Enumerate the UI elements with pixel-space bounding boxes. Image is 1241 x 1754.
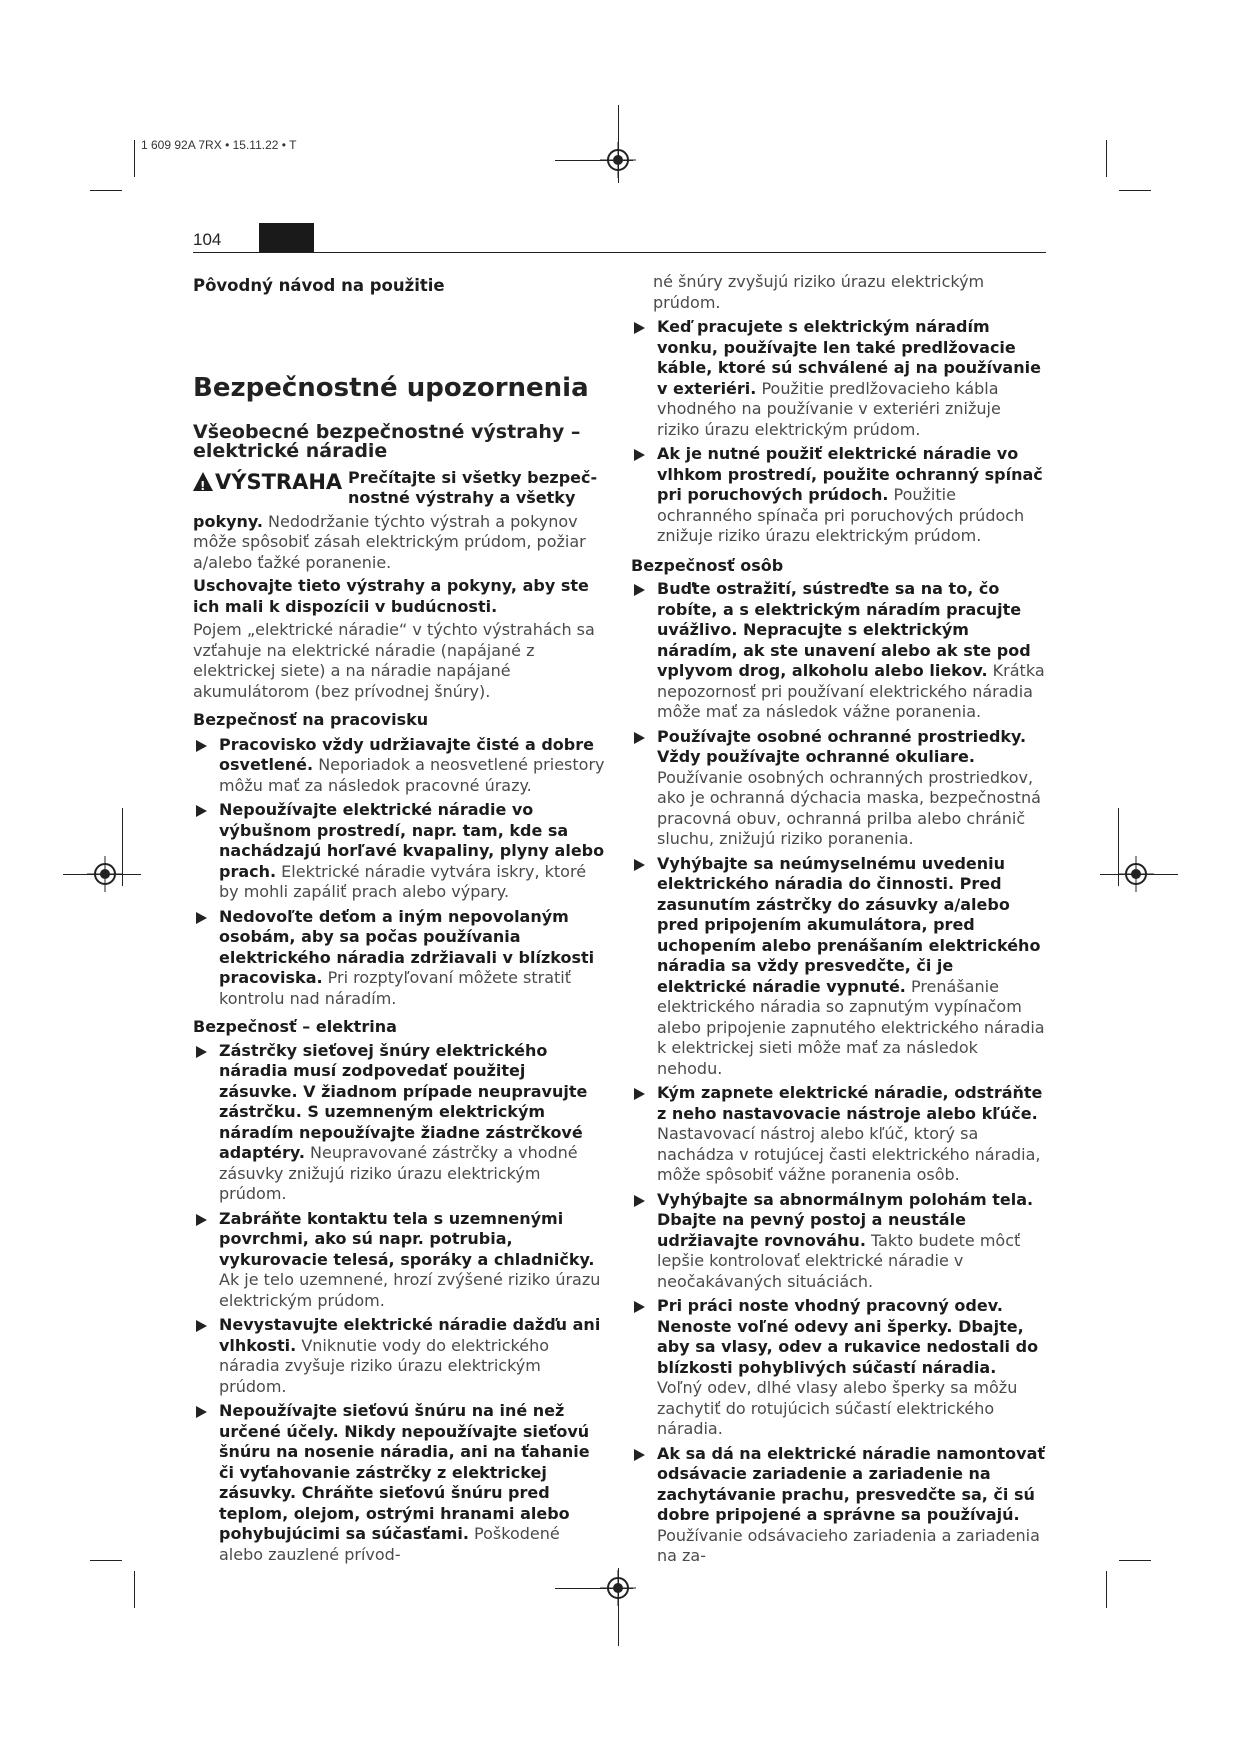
page-tab-marker [259, 223, 314, 253]
section-title [193, 420, 605, 462]
registration-target-icon [87, 856, 123, 892]
warning-label-text: VÝSTRAHA [215, 469, 343, 494]
header-rule [193, 252, 1046, 253]
list-item: Vyhýbajte sa neúmyselnému uvedeniu elektrického náradia do činnosti. Pred zasunutím zástrčky do zásuvky a/alebo pred pripojením akumulátora, pred uchopením alebo prenášaním elektrického náradia sa vždy presvedčte, či je elektrické náradie vypnuté. Prenášanie elektrického náradia so zapnutým vypínačom alebo pripojenie zapnutého elektrického náradia k elektrickej sieti môže mať za následok nehodu. [631, 854, 1046, 1080]
warning-bold-line2: nostné výstrahy a všetky [348, 488, 576, 507]
warning-label [193, 469, 343, 494]
list-item: Nepoužívajte sieťovú šnúru na iné než určené účely. Nikdy nepoužívajte sieťovú šnúru na nosenie náradia, ani na ťahanie či vyťahovanie zástrčky z elektrickej zásuvky. Chráňte sieťovú šnúru pred teplom, olejom, ostrými hranami alebo pohybujúcimi sa súčasťami. Poškodené alebo zauzlené prívod- [193, 1401, 605, 1565]
list-item: Zástrčky sieťovej šnúry elektrického náradia musí zodpovedať použitej zásuvke. V žiadnom prípade neupravujte zástrčku. S uzemneným elektrickým náradím nepoužívajte žiadne zástrčkové adaptéry. Neupravované zástrčky a vhodné zásuvky znižujú riziko úrazu elektrickým prúdom. [193, 1041, 605, 1205]
warning-triangle-icon: ! [193, 472, 213, 491]
electric-heading: Bezpečnosť – elektrina [193, 1017, 397, 1036]
doc-title: Pôvodný návod na použitie [193, 276, 445, 295]
bullet-arrow-icon [196, 805, 207, 817]
list-item: Nevystavujte elektrické náradie dažďu ani vlhkosti. Vniknutie vody do elektrického náradia zvyšuje riziko úrazu elektrickým prúdom. [193, 1315, 605, 1397]
continued-text: né šnúry zvyšujú riziko úrazu elektrickým prúdom. [653, 272, 985, 312]
person-heading: Bezpečnosť osôb [631, 555, 784, 575]
bullet-arrow-icon [634, 1088, 645, 1100]
bullet-arrow-icon [634, 732, 645, 744]
crop-mark [90, 190, 122, 191]
list-item: Ak je nutné použiť elektrické náradie vo vlhkom prostredí, použite ochranný spínač pri poruchových prúdoch. Použitie ochranného spínača pri poruchových prúdoch znižuje riziko úrazu elektrickým prúdom. [631, 444, 1046, 547]
list-item: Zabráňte kontaktu tela s uzemnenými povrchmi, ako sú napr. potrubia, vykurovacie telesá, sporáky a chladničky. Ak je telo uzemnené, hrozí zvýšené riziko úrazu elektrickým prúdom. [193, 1209, 605, 1312]
bullet-arrow-icon [196, 912, 207, 924]
bullet-arrow-icon [634, 1301, 645, 1313]
right-column [631, 272, 1046, 1567]
crop-mark [134, 140, 135, 177]
list-item: Nepoužívajte elektrické náradie vo výbušnom prostredí, napr. tam, kde sa nachádzajú horľavé kvapaliny, plyny alebo prach. Elektrické náradie vytvára iskry, ktoré by mohli zapáliť prach alebo výpary. [193, 800, 605, 903]
crop-mark [134, 1571, 135, 1608]
registration-target-icon [600, 142, 636, 178]
print-info: 1 609 92A 7RX • 15.11.22 • T [141, 138, 297, 152]
warning-block [193, 468, 605, 512]
section-title-line1: Všeobecné bezpečnostné výstrahy – [193, 420, 581, 443]
list-item: Nedovoľte deťom a iným nepovolaným osobám, aby sa počas používania elektrického náradia zdržiavali v blízkosti pracoviska. Pri rozptyľovaní môžete stratiť kontrolu nad náradím. [193, 907, 605, 1010]
list-item: Pri práci noste vhodný pracovný odev. Nenoste voľné odevy ani šperky. Dbajte, aby sa vlasy, odev a rukavice nedostali do blízkosti pohyblivých súčastí náradia. Voľný odev, dlhé vlasy alebo šperky sa môžu zachytiť do rotujúcich súčastí elektrického náradia. [631, 1296, 1046, 1440]
bullet-arrow-icon [196, 1406, 207, 1418]
bullet-arrow-icon [634, 1449, 645, 1461]
left-column [193, 276, 605, 1565]
keep-instructions: Uschovajte tieto výstrahy a pokyny, aby ste ich mali k dispozícii v budúcnosti. [193, 576, 589, 616]
crop-mark [1119, 190, 1151, 191]
bullet-arrow-icon [634, 322, 645, 334]
registration-target-icon [600, 1570, 636, 1606]
workplace-heading: Bezpečnosť na pracovisku [193, 710, 429, 729]
list-item: Vyhýbajte sa abnormálnym polohám tela. Dbajte na pevný postoj a neustále udržiavajte rovnováhu. Takto budete môcť lepšie kontrolovať elektrické náradie v neočakávaných situáciách. [631, 1190, 1046, 1293]
bullet-arrow-icon [634, 449, 645, 461]
crop-mark [90, 1560, 122, 1561]
main-title: Bezpečnostné upozornenia [193, 372, 589, 403]
bullet-arrow-icon [196, 1214, 207, 1226]
list-item: Pracovisko vždy udržiavajte čisté a dobre osvetlené. Neporiadok a neosvetlené priestory môžu mať za následok pracovné úrazy. [193, 735, 605, 797]
registration-target-icon [1118, 856, 1154, 892]
list-item: Kým zapnete elektrické náradie, odstráňte z neho nastavovacie nástroje alebo kľúče. Nastavovací nástroj alebo kľúč, ktorý sa nachádza v rotujúcej časti elektrického náradia, môže spôsobiť vážne poranenia osôb. [631, 1083, 1046, 1186]
bullet-arrow-icon [634, 859, 645, 871]
bullet-arrow-icon [634, 584, 645, 596]
list-item: Ak sa dá na elektrické náradie namontovať odsávacie zariadenie a zariadenie na zachytávanie prachu, presvedčte sa, či sú dobre pripojené a správne sa používajú. Používanie odsávacieho zariadenia a zariadenia na za- [631, 1444, 1046, 1567]
crop-mark [1119, 1560, 1151, 1561]
bullet-arrow-icon [196, 1320, 207, 1332]
bullet-arrow-icon [634, 1195, 645, 1207]
crop-mark [1106, 140, 1107, 177]
bullet-arrow-icon [196, 740, 207, 752]
warning-bold-line1: Prečítajte si všetky bezpeč- [348, 467, 598, 487]
list-item: Používajte osobné ochranné prostriedky. Vždy používajte ochranné okuliare. Používanie osobných ochranných prostriedkov, ako je ochranná dýchacia maska, bezpečnostná pracovná obuv, ochranná prilba alebo chránič sluchu, znižujú riziko poranenia. [631, 727, 1046, 850]
term-definition: Pojem „elektrické náradie“ v týchto výstrahách sa vzťahuje na elektrické náradie (napájané z elektrickej siete) a na náradie napájané akumulátorom (bez prívodnej šnúry). [193, 620, 595, 701]
list-item: Buďte ostražití, sústreďte sa na to, čo robíte, a s elektrickým náradím pracujte uvážlivo. Nepracujte s elektrickým náradím, ak ste unavení alebo ak ste pod vplyvom drog, alkoholu alebo liekov. Krátka nepozornosť pri používaní elektrického náradia môže mať za následok vážne poranenia. [631, 579, 1046, 723]
crop-mark [1106, 1571, 1107, 1608]
list-item: Keď pracujete s elektrickým náradím vonku, používajte len také predlžovacie káble, ktoré sú schválené aj na používanie v exteriéri. Použitie predlžovacieho kábla vhodného na používanie v exteriéri znižuje riziko úrazu elektrickým prúdom. [631, 317, 1046, 440]
warning-text: pokyny. Nedodržanie týchto výstrah a pokynov môže spôsobiť zásah elektrickým prúdom, požiar a/alebo ťažké poranenie. [193, 511, 586, 572]
bullet-arrow-icon [196, 1046, 207, 1058]
page-number: 104 [193, 230, 222, 249]
section-title-line2: elektrické náradie [193, 439, 388, 462]
